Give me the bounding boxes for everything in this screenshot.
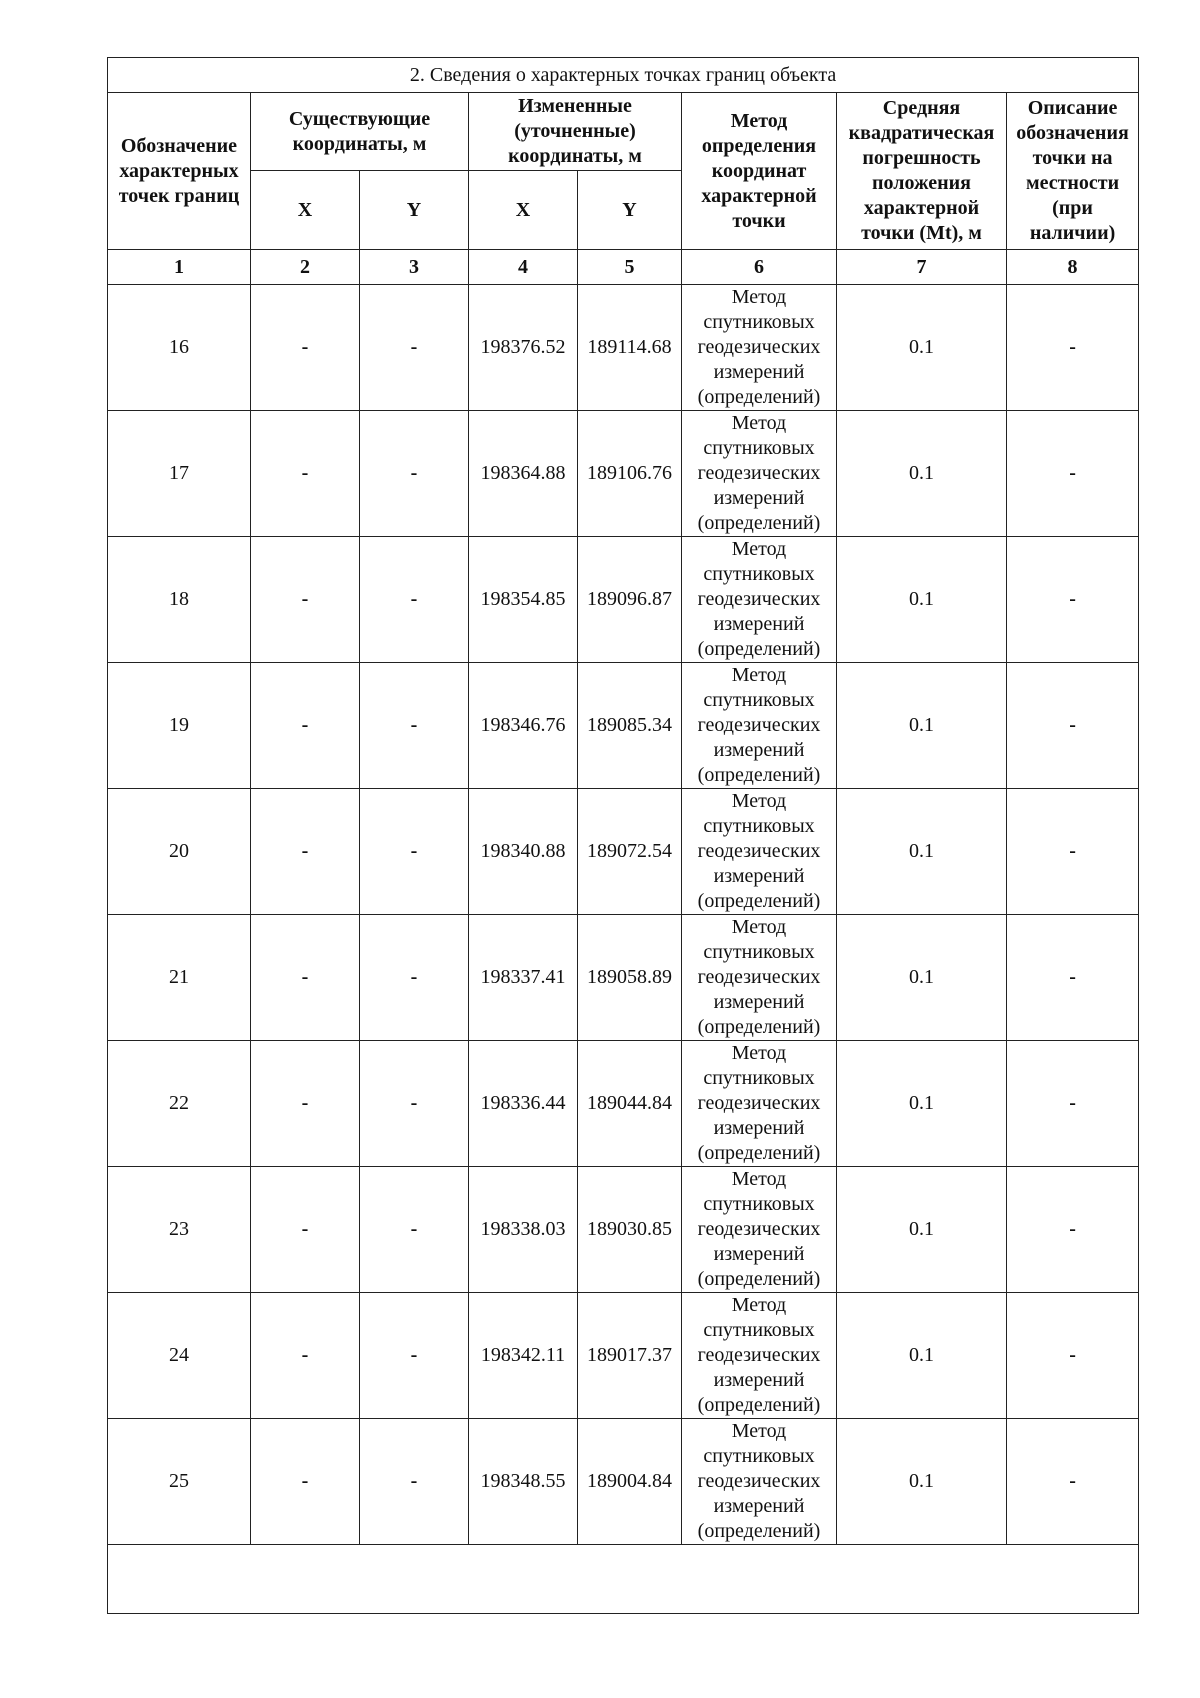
existing-y-cell: - — [360, 285, 469, 411]
existing-y-cell: - — [360, 915, 469, 1041]
header-existing-y: Y — [360, 171, 469, 250]
existing-x-cell: - — [251, 789, 360, 915]
mean-error-cell: 0.1 — [837, 915, 1007, 1041]
method-cell: Метод спутниковых геодезических измерений (определений) — [682, 789, 837, 915]
table-row — [108, 1419, 1139, 1545]
changed-y-cell: 189004.84 — [578, 1419, 682, 1545]
method-cell: Метод спутниковых геодезических измерений (определений) — [682, 1293, 837, 1419]
table-row — [108, 1167, 1139, 1293]
table-row — [108, 411, 1139, 537]
mean-error-cell: 0.1 — [837, 1167, 1007, 1293]
mean-error-cell: 0.1 — [837, 285, 1007, 411]
column-number: 1 — [108, 250, 251, 285]
method-cell: Метод спутниковых геодезических измерений (определений) — [682, 915, 837, 1041]
existing-x-cell: - — [251, 663, 360, 789]
changed-x-cell: 198342.11 — [469, 1293, 578, 1419]
description-cell: - — [1007, 1167, 1139, 1293]
changed-x-cell: 198348.55 — [469, 1419, 578, 1545]
changed-y-cell: 189030.85 — [578, 1167, 682, 1293]
changed-x-cell: 198354.85 — [469, 537, 578, 663]
mean-error-cell: 0.1 — [837, 663, 1007, 789]
existing-y-cell: - — [360, 1293, 469, 1419]
method-cell: Метод спутниковых геодезических измерений (определений) — [682, 537, 837, 663]
document-page — [107, 57, 1138, 1614]
description-cell: - — [1007, 285, 1139, 411]
point-designation-cell: 25 — [108, 1419, 251, 1545]
table-footer-empty — [108, 1545, 1139, 1614]
description-cell: - — [1007, 663, 1139, 789]
existing-x-cell: - — [251, 1419, 360, 1545]
column-number: 2 — [251, 250, 360, 285]
header-changed-y: Y — [578, 171, 682, 250]
column-number: 4 — [469, 250, 578, 285]
point-designation-cell: 22 — [108, 1041, 251, 1167]
point-designation-cell: 21 — [108, 915, 251, 1041]
mean-error-cell: 0.1 — [837, 789, 1007, 915]
table-row — [108, 663, 1139, 789]
changed-y-cell: 189058.89 — [578, 915, 682, 1041]
point-designation-cell: 18 — [108, 537, 251, 663]
description-cell: - — [1007, 789, 1139, 915]
changed-y-cell: 189106.76 — [578, 411, 682, 537]
mean-error-cell: 0.1 — [837, 411, 1007, 537]
method-cell: Метод спутниковых геодезических измерений (определений) — [682, 411, 837, 537]
header-existing-x: X — [251, 171, 360, 250]
header-point-designation: Обозначение характерных точек границ — [108, 93, 251, 250]
changed-x-cell: 198336.44 — [469, 1041, 578, 1167]
changed-y-cell: 189096.87 — [578, 537, 682, 663]
existing-x-cell: - — [251, 537, 360, 663]
header-method: Метод определения координат характерной точки — [682, 93, 837, 250]
description-cell: - — [1007, 411, 1139, 537]
header-existing-coordinates: Существующие координаты, м — [251, 93, 469, 171]
method-cell: Метод спутниковых геодезических измерений (определений) — [682, 1419, 837, 1545]
method-cell: Метод спутниковых геодезических измерений (определений) — [682, 663, 837, 789]
point-designation-cell: 19 — [108, 663, 251, 789]
changed-x-cell: 198338.03 — [469, 1167, 578, 1293]
section-title: 2. Сведения о характерных точках границ объекта — [108, 58, 1139, 93]
mean-error-cell: 0.1 — [837, 1419, 1007, 1545]
column-number: 6 — [682, 250, 837, 285]
existing-x-cell: - — [251, 411, 360, 537]
table-row — [108, 1293, 1139, 1419]
existing-x-cell: - — [251, 285, 360, 411]
description-cell: - — [1007, 537, 1139, 663]
mean-error-cell: 0.1 — [837, 537, 1007, 663]
point-designation-cell: 24 — [108, 1293, 251, 1419]
column-number: 7 — [837, 250, 1007, 285]
table-row — [108, 537, 1139, 663]
changed-x-cell: 198340.88 — [469, 789, 578, 915]
existing-y-cell: - — [360, 1041, 469, 1167]
description-cell: - — [1007, 1419, 1139, 1545]
changed-x-cell: 198376.52 — [469, 285, 578, 411]
changed-y-cell: 189085.34 — [578, 663, 682, 789]
method-cell: Метод спутниковых геодезических измерений (определений) — [682, 1167, 837, 1293]
table-row — [108, 1041, 1139, 1167]
existing-x-cell: - — [251, 1167, 360, 1293]
point-designation-cell: 20 — [108, 789, 251, 915]
column-number: 3 — [360, 250, 469, 285]
existing-y-cell: - — [360, 789, 469, 915]
mean-error-cell: 0.1 — [837, 1041, 1007, 1167]
changed-y-cell: 189114.68 — [578, 285, 682, 411]
description-cell: - — [1007, 1041, 1139, 1167]
changed-x-cell: 198337.41 — [469, 915, 578, 1041]
existing-y-cell: - — [360, 537, 469, 663]
existing-y-cell: - — [360, 1167, 469, 1293]
header-changed-coordinates: Измененные (уточненные) координаты, м — [469, 93, 682, 171]
point-designation-cell: 23 — [108, 1167, 251, 1293]
table-row — [108, 789, 1139, 915]
existing-x-cell: - — [251, 915, 360, 1041]
changed-y-cell: 189044.84 — [578, 1041, 682, 1167]
table-row — [108, 915, 1139, 1041]
column-number: 8 — [1007, 250, 1139, 285]
header-description: Описание обозначения точки на местности (при наличии) — [1007, 93, 1139, 250]
column-number: 5 — [578, 250, 682, 285]
existing-y-cell: - — [360, 663, 469, 789]
point-designation-cell: 16 — [108, 285, 251, 411]
existing-x-cell: - — [251, 1041, 360, 1167]
method-cell: Метод спутниковых геодезических измерений (определений) — [682, 285, 837, 411]
method-cell: Метод спутниковых геодезических измерений (определений) — [682, 1041, 837, 1167]
mean-error-cell: 0.1 — [837, 1293, 1007, 1419]
table-row — [108, 285, 1139, 411]
changed-y-cell: 189017.37 — [578, 1293, 682, 1419]
changed-y-cell: 189072.54 — [578, 789, 682, 915]
point-designation-cell: 17 — [108, 411, 251, 537]
boundary-points-table — [107, 57, 1139, 1614]
changed-x-cell: 198364.88 — [469, 411, 578, 537]
header-changed-x: X — [469, 171, 578, 250]
existing-y-cell: - — [360, 411, 469, 537]
existing-y-cell: - — [360, 1419, 469, 1545]
description-cell: - — [1007, 915, 1139, 1041]
existing-x-cell: - — [251, 1293, 360, 1419]
description-cell: - — [1007, 1293, 1139, 1419]
changed-x-cell: 198346.76 — [469, 663, 578, 789]
header-mean-error: Средняя квадратическая погрешность положения характерной точки (Mt), м — [837, 93, 1007, 250]
